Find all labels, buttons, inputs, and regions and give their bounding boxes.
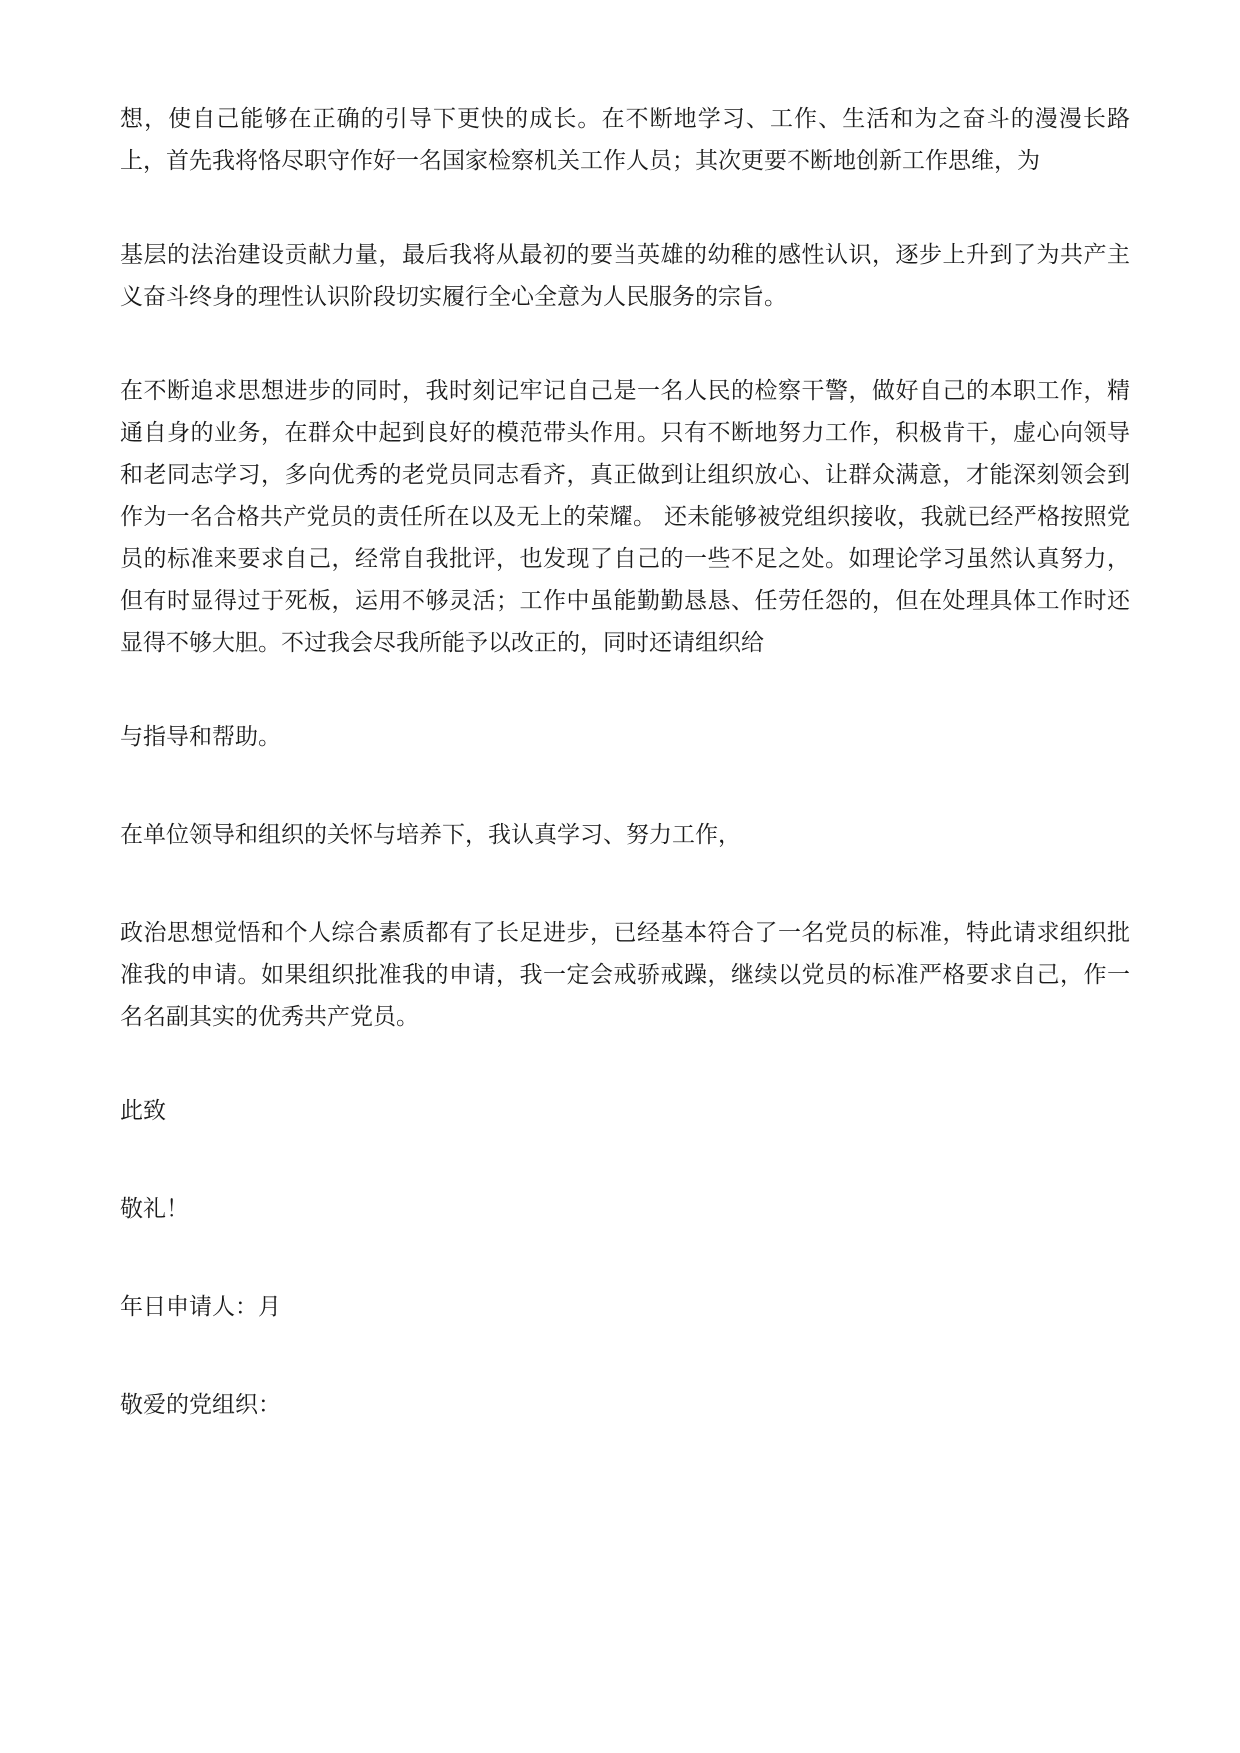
closing-salutation: 此致: [120, 1098, 166, 1124]
closing-regards: 敬礼！: [120, 1196, 189, 1222]
paragraph-3: 在不断追求思想进步的同时，我时刻记牢记自己是一名人民的检察干警，做好自己的本职工作，精通自身的业务，在群众中起到良好的模范带头作用。只有不断地努力工作，积极肯干，虚心向领导和老同志学习，多向优秀的老党员同志看齐，真正做到让组织放心、让群众满意，才能深刻领会到作为一名合格共产党员的责任所在以及无上的荣耀。 还未能够被党组织接收，我就已经严格按照党员的标准来要求自己，经常自我批评，也发现了自己的一些不足之处。如理论学习虽然认真努力，但有时显得过于死板，运用不够灵活；工作中虽能勤勤恳恳、任劳任怨的，但在处理具体工作时还显得不够大胆。不过我会尽我所能予以改正的，同时还请组织给: [120, 378, 1130, 656]
paragraph-1: 想，使自己能够在正确的引导下更快的成长。在不断地学习、工作、生活和为之奋斗的漫漫长路上，首先我将恪尽职守作好一名国家检察机关工作人员；其次更要不断地创新工作思维，为: [120, 106, 1130, 174]
paragraph-5: 在单位领导和组织的关怀与培养下，我认真学习、努力工作，: [120, 822, 741, 848]
paragraph-4: 与指导和帮助。: [120, 724, 281, 750]
paragraph-2: 基层的法治建设贡献力量，最后我将从最初的要当英雄的幼稚的感性认识，逐步上升到了为共产主义奋斗终身的理性认识阶段切实履行全心全意为人民服务的宗旨。: [120, 242, 1130, 310]
greeting-line: 敬爱的党组织：: [120, 1392, 281, 1418]
signature-line: 年日申请人：月: [120, 1294, 281, 1320]
paragraph-6: 政治思想觉悟和个人综合素质都有了长足进步，已经基本符合了一名党员的标准，特此请求组织批准我的申请。如果组织批准我的申请，我一定会戒骄戒躁，继续以党员的标准严格要求自己，作一名名副其实的优秀共产党员。: [120, 920, 1130, 1030]
document-page: [120, 98, 1130, 1478]
